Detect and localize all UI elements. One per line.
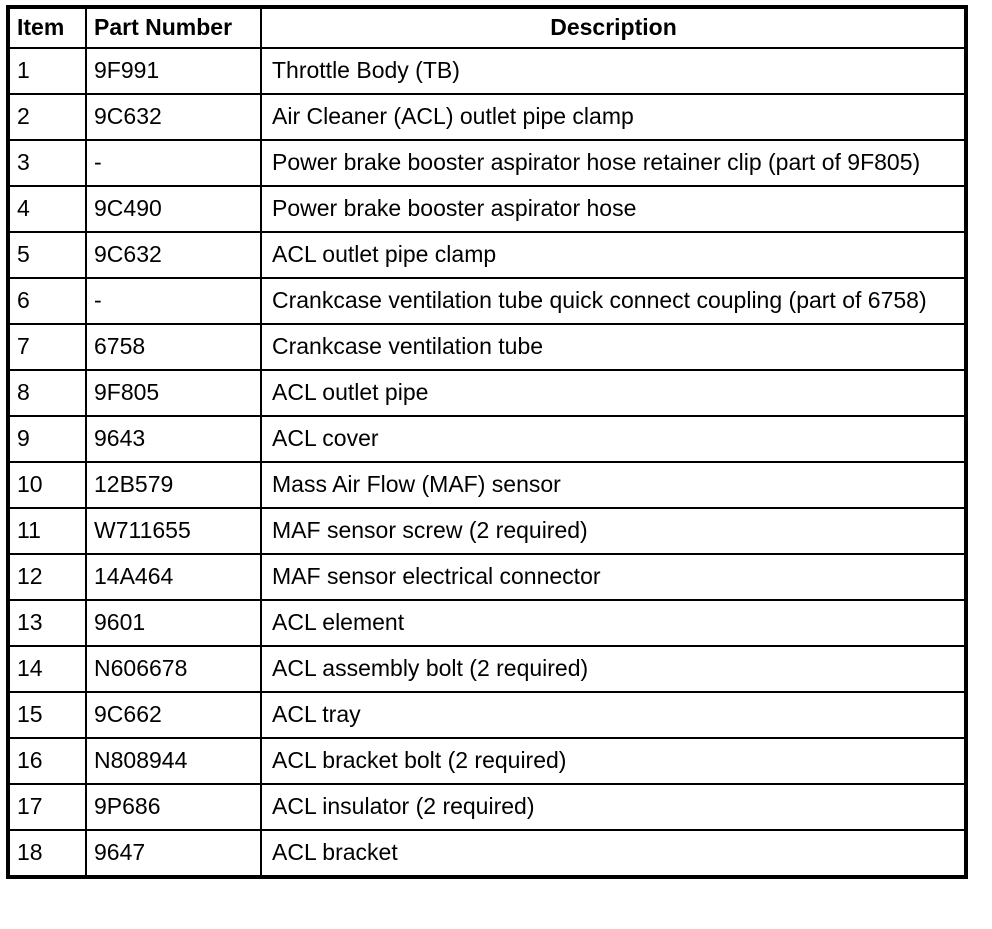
description-cell: Mass Air Flow (MAF) sensor [261, 462, 966, 508]
table-body [8, 48, 966, 877]
part-number-cell: - [86, 140, 261, 186]
part-number-cell: 9C662 [86, 692, 261, 738]
item-cell: 7 [8, 324, 86, 370]
table-row [8, 692, 966, 738]
description-cell: ACL assembly bolt (2 required) [261, 646, 966, 692]
description-cell: ACL tray [261, 692, 966, 738]
part-number-cell: 9647 [86, 830, 261, 877]
description-cell: ACL insulator (2 required) [261, 784, 966, 830]
column-header-part-number: Part Number [86, 7, 261, 48]
table-row [8, 830, 966, 877]
description-cell: ACL element [261, 600, 966, 646]
table-row [8, 94, 966, 140]
table-row [8, 508, 966, 554]
item-cell: 16 [8, 738, 86, 784]
table-row [8, 738, 966, 784]
description-cell: Crankcase ventilation tube [261, 324, 966, 370]
table-row [8, 186, 966, 232]
description-cell: Throttle Body (TB) [261, 48, 966, 94]
part-number-cell: N606678 [86, 646, 261, 692]
part-number-cell: 9F805 [86, 370, 261, 416]
table-row [8, 554, 966, 600]
description-cell: Air Cleaner (ACL) outlet pipe clamp [261, 94, 966, 140]
part-number-cell: 9F991 [86, 48, 261, 94]
table-row [8, 600, 966, 646]
part-number-cell: 9C632 [86, 94, 261, 140]
item-cell: 17 [8, 784, 86, 830]
item-cell: 18 [8, 830, 86, 877]
table-header [8, 7, 966, 48]
column-header-item: Item [8, 7, 86, 48]
item-cell: 1 [8, 48, 86, 94]
table-row [8, 462, 966, 508]
item-cell: 11 [8, 508, 86, 554]
part-number-cell: 9643 [86, 416, 261, 462]
part-number-cell: 9C632 [86, 232, 261, 278]
item-cell: 10 [8, 462, 86, 508]
item-cell: 9 [8, 416, 86, 462]
column-header-description: Description [261, 7, 966, 48]
item-cell: 6 [8, 278, 86, 324]
item-cell: 13 [8, 600, 86, 646]
part-number-cell: 9C490 [86, 186, 261, 232]
description-cell: ACL outlet pipe [261, 370, 966, 416]
table-row [8, 784, 966, 830]
table-row [8, 370, 966, 416]
description-cell: Power brake booster aspirator hose [261, 186, 966, 232]
part-number-cell: 14A464 [86, 554, 261, 600]
item-cell: 12 [8, 554, 86, 600]
item-cell: 3 [8, 140, 86, 186]
table-row [8, 646, 966, 692]
description-cell: Power brake booster aspirator hose retainer clip (part of 9F805) [261, 140, 966, 186]
table-row [8, 140, 966, 186]
part-number-cell: 9P686 [86, 784, 261, 830]
description-cell: Crankcase ventilation tube quick connect coupling (part of 6758) [261, 278, 966, 324]
parts-list-table [6, 5, 968, 879]
table-row [8, 416, 966, 462]
part-number-cell: W711655 [86, 508, 261, 554]
table-row [8, 324, 966, 370]
part-number-cell: - [86, 278, 261, 324]
description-cell: ACL bracket [261, 830, 966, 877]
table-row [8, 278, 966, 324]
description-cell: MAF sensor electrical connector [261, 554, 966, 600]
item-cell: 2 [8, 94, 86, 140]
description-cell: ACL cover [261, 416, 966, 462]
item-cell: 14 [8, 646, 86, 692]
part-number-cell: 6758 [86, 324, 261, 370]
description-cell: ACL outlet pipe clamp [261, 232, 966, 278]
item-cell: 15 [8, 692, 86, 738]
part-number-cell: 12B579 [86, 462, 261, 508]
item-cell: 8 [8, 370, 86, 416]
part-number-cell: N808944 [86, 738, 261, 784]
header-row [8, 7, 966, 48]
table-row [8, 232, 966, 278]
part-number-cell: 9601 [86, 600, 261, 646]
description-cell: ACL bracket bolt (2 required) [261, 738, 966, 784]
description-cell: MAF sensor screw (2 required) [261, 508, 966, 554]
item-cell: 5 [8, 232, 86, 278]
table-row [8, 48, 966, 94]
item-cell: 4 [8, 186, 86, 232]
